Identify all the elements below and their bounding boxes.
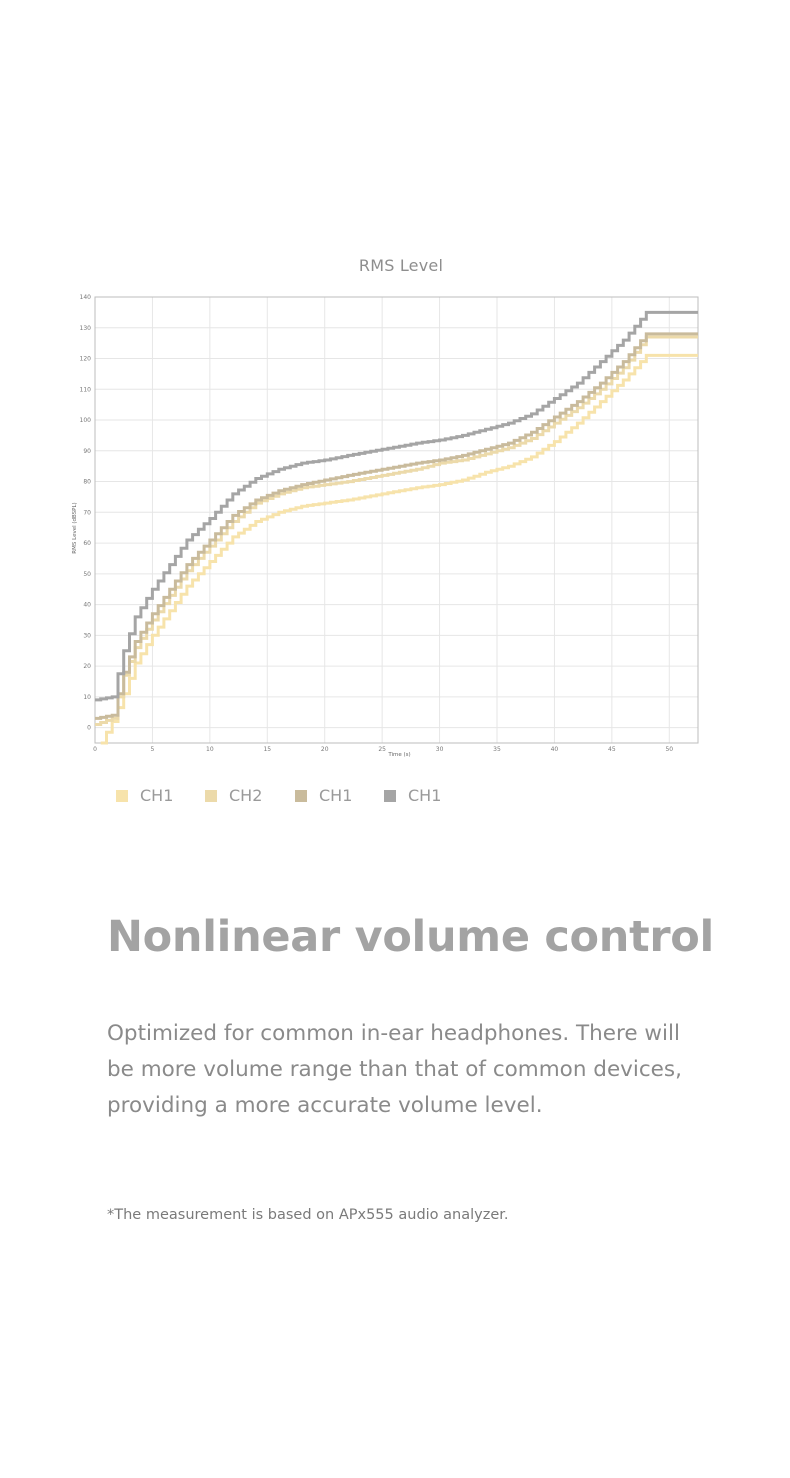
x-tick-label: 50 <box>665 746 674 753</box>
x-axis-label: Time (s) <box>388 752 411 758</box>
legend-label: CH1 <box>140 786 174 805</box>
legend-item <box>295 786 352 805</box>
y-tick-label: 100 <box>79 417 91 425</box>
y-tick-label: 130 <box>79 324 91 332</box>
y-tick-label: 140 <box>79 294 91 301</box>
legend-swatch <box>116 790 128 802</box>
legend-item <box>205 786 262 805</box>
headline: Nonlinear volume control <box>107 912 714 962</box>
y-tick-label: 70 <box>83 509 91 517</box>
y-tick-label: 60 <box>83 540 91 548</box>
series-line <box>95 334 698 719</box>
x-tick-label: 20 <box>320 746 329 753</box>
y-tick-label: 80 <box>83 478 91 486</box>
series-line <box>101 355 698 743</box>
y-tick-label: 10 <box>83 693 91 701</box>
y-tick-label: 0 <box>87 724 91 732</box>
legend-label: CH2 <box>229 786 263 805</box>
legend-swatch <box>205 790 217 802</box>
y-tick-label: 90 <box>83 447 91 455</box>
x-tick-label: 30 <box>435 746 444 753</box>
x-tick-label: 35 <box>493 746 501 753</box>
footnote: *The measurement is based on APx555 audio analyzer. <box>107 1207 509 1223</box>
legend-item <box>384 786 441 805</box>
rms-level-chart <box>60 285 720 765</box>
x-tick-label: 0 <box>93 746 97 753</box>
plot-frame <box>95 297 698 743</box>
y-tick-label: 120 <box>79 355 91 363</box>
x-tick-label: 25 <box>378 746 386 753</box>
y-tick-label: 110 <box>79 386 91 394</box>
series-line <box>95 312 698 700</box>
x-tick-label: 40 <box>550 746 559 753</box>
y-tick-label: 50 <box>83 570 91 578</box>
legend-item <box>116 786 173 805</box>
y-tick-label: 20 <box>83 663 91 671</box>
chart-title: RMS Level <box>358 256 444 275</box>
x-tick-label: 45 <box>608 746 616 753</box>
body-text: Optimized for common in-ear headphones. There will be more volume range than that of common devices, providing a more accurate volume level. <box>107 1021 682 1118</box>
y-tick-label: 30 <box>83 632 91 640</box>
x-tick-label: 5 <box>150 746 155 753</box>
legend-label: CH1 <box>319 786 353 805</box>
legend-swatch <box>384 790 396 802</box>
legend-swatch <box>295 790 307 802</box>
y-axis-label: RMS Level (dBSPL) <box>72 502 78 554</box>
x-tick-label: 10 <box>206 746 214 753</box>
y-tick-label: 40 <box>83 601 91 609</box>
legend-label: CH1 <box>408 786 442 805</box>
x-tick-label: 15 <box>263 746 272 753</box>
